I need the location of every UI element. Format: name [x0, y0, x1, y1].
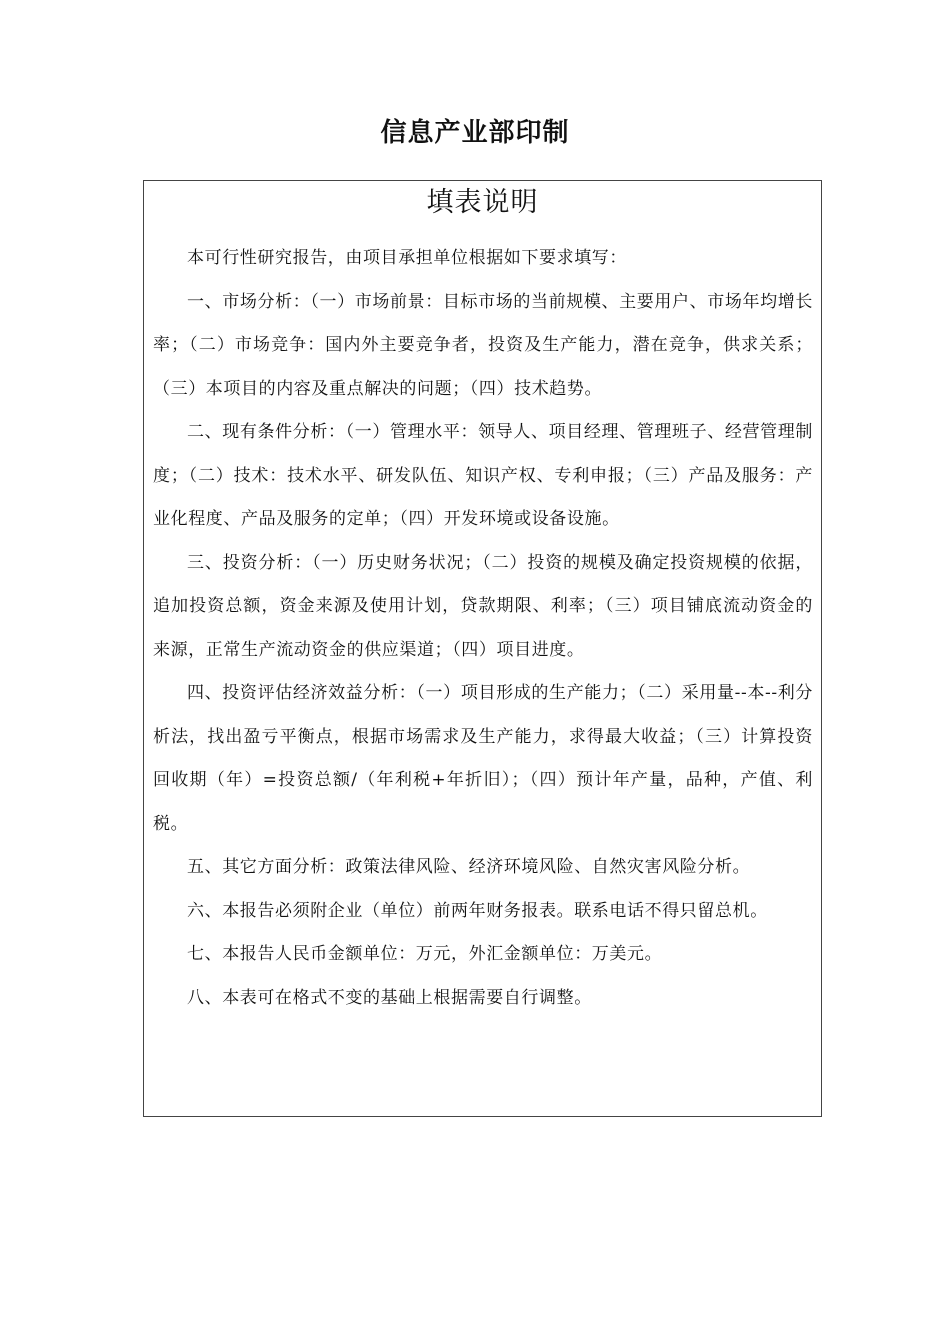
instruction-item-market: 一、市场分析：（一）市场前景：目标市场的当前规模、主要用户、市场年均增长率；（二）市场竞争：国内外主要竞争者，投资及生产能力，潜在竞争，供求关系；（三）本项目的内容及重点解决的问题；（四）技术趋势。 [153, 291, 813, 399]
instruction-item-other-risks: 五、其它方面分析：政策法律风险、经济环境风险、自然灾害风险分析。 [187, 857, 751, 877]
instruction-item-currency-units: 七、本报告人民币金额单位：万元，外汇金额单位：万美元。 [187, 944, 663, 964]
instructions-intro: 本可行性研究报告，由项目承担单位根据如下要求填写： [187, 248, 627, 268]
instruction-item-adjustment: 八、本表可在格式不变的基础上根据需要自行调整。 [187, 987, 592, 1008]
instructions-body [153, 237, 813, 1020]
instructions-title: 填表说明 [426, 187, 539, 218]
instruction-item-benefit: 四、投资评估经济效益分析：（一）项目形成的生产能力；（二）采用量--本--利分析法，找出盈亏平衡点，根据市场需求及生产能力，求得最大收益；（三）计算投资回收期（年）=投资总额/（年利税+年折旧）；（四）预计年产量，品种，产值、利税。 [153, 683, 813, 834]
issuer-title: 信息产业部印制 [380, 118, 570, 148]
instruction-item-conditions: 二、现有条件分析：（一）管理水平：领导人、项目经理、管理班子、经营管理制度；（二）技术：技术水平、研发队伍、知识产权、专利申报；（三）产品及服务：产业化程度、产品及服务的定单；（四）开发环境或设备设施。 [153, 422, 813, 529]
instruction-item-financial-statements: 六、本报告必须附企业（单位）前两年财务报表。联系电话不得只留总机。 [187, 900, 768, 921]
instruction-item-investment: 三、投资分析：（一）历史财务状况；（二）投资的规模及确定投资规模的依据，追加投资总额，资金来源及使用计划，贷款期限、利率；（三）项目铺底流动资金的来源，正常生产流动资金的供应渠道；（四）项目进度。 [153, 552, 813, 660]
